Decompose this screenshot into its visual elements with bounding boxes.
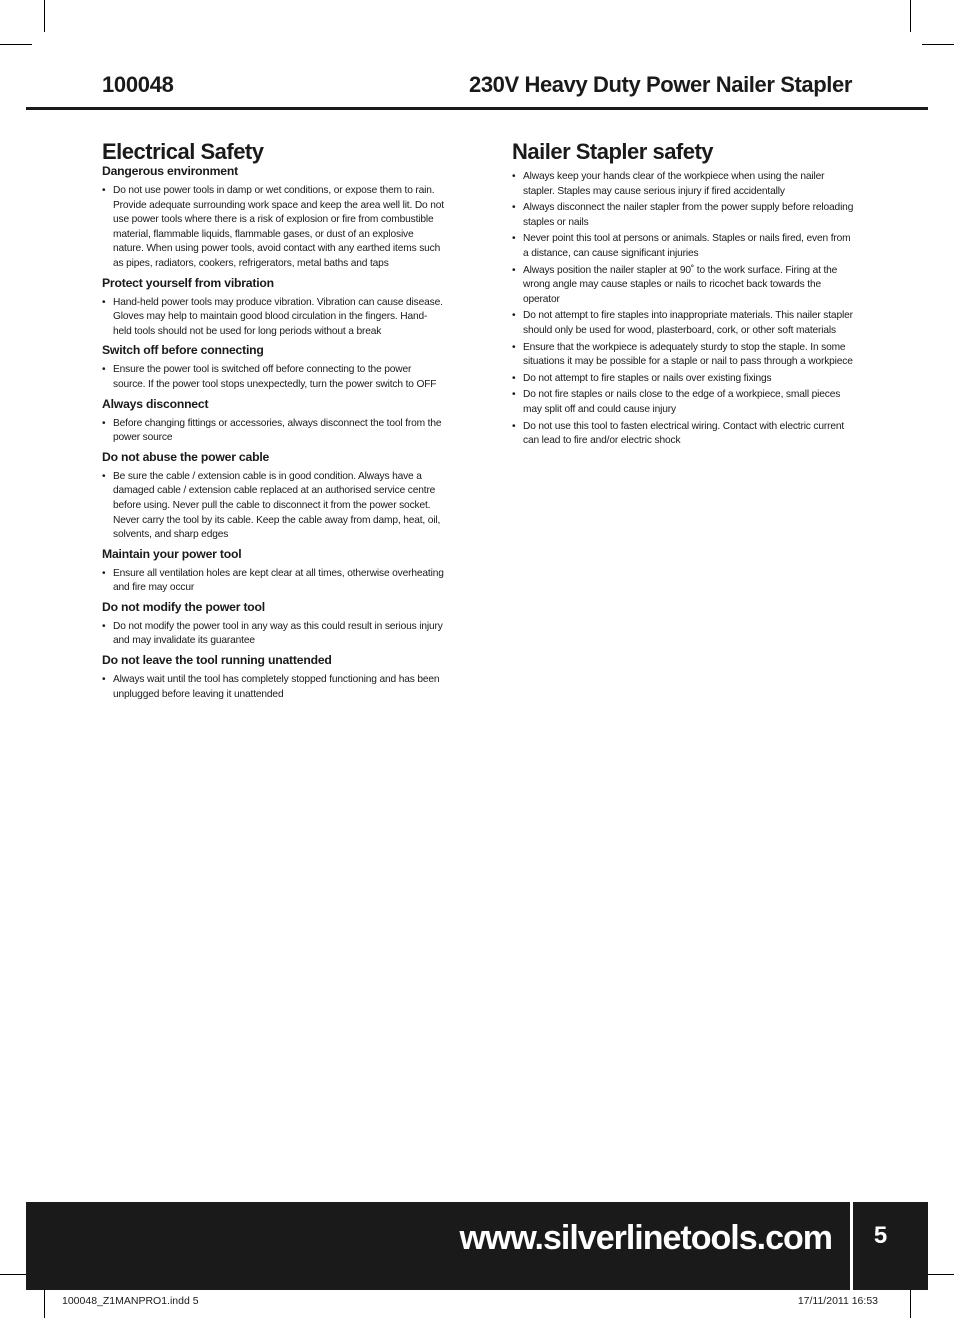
bullet-item: • Do not attempt to fire staples into inappropriate materials. This nailer stapler should only be used for wood, plasterboard, cork, or other soft materials bbox=[512, 309, 854, 338]
bullet-item: • Do not attempt to fire staples or nails over existing fixings bbox=[512, 372, 854, 387]
bullet-item: • Always disconnect the nailer stapler from the power supply before reloading staples or nails bbox=[512, 201, 854, 230]
bullet-list bbox=[102, 673, 444, 702]
file-slug: 100048_Z1MANPRO1.indd 5 bbox=[62, 1295, 199, 1307]
bullet-list bbox=[102, 470, 444, 543]
bullet-item: • Before changing fittings or accessories, always disconnect the tool from the power source bbox=[102, 417, 444, 446]
crop-mark bbox=[922, 44, 954, 45]
subsection-heading: Maintain your power tool bbox=[102, 546, 242, 561]
nailer-stapler-safety-section bbox=[512, 140, 854, 453]
bullet-item: • Do not modify the power tool in any way as this could result in serious injury and may invalidate its guarantee bbox=[102, 620, 444, 649]
section-title: Electrical Safety bbox=[102, 139, 264, 164]
subsection-heading: Do not abuse the power cable bbox=[102, 449, 270, 464]
bullet-list bbox=[102, 296, 444, 340]
bullet-item: • Always wait until the tool has completely stopped functioning and has been unplugged before leaving it unattended bbox=[102, 673, 444, 702]
bullet-list bbox=[102, 620, 444, 649]
electrical-safety-groups bbox=[102, 164, 444, 702]
crop-mark bbox=[910, 0, 911, 32]
bullet-item: • Hand-held power tools may produce vibration. Vibration can cause disease. Gloves may help to maintain good blood circulation in the fingers. Hand-held tools should not be used for long periods without a break bbox=[102, 296, 444, 340]
electrical-safety-section bbox=[102, 140, 444, 706]
nailer-safety-list bbox=[512, 170, 854, 449]
subsection-heading: Protect yourself from vibration bbox=[102, 275, 274, 290]
date-slug: 17/11/2011 16:53 bbox=[797, 1295, 878, 1307]
bullet-item: • Ensure the power tool is switched off before connecting to the power source. If the power tool stops unexpectedly, turn the power switch to OFF bbox=[102, 363, 444, 392]
product-code: 100048 bbox=[102, 72, 174, 97]
website-link[interactable]: www.silverlinetools.com bbox=[459, 1219, 832, 1257]
header-divider bbox=[26, 107, 928, 110]
subsection-heading: Do not leave the tool running unattended bbox=[102, 653, 332, 668]
bullet-item: • Ensure all ventilation holes are kept clear at all times, otherwise overheating and fire may occur bbox=[102, 567, 444, 596]
bullet-item: • Ensure that the workpiece is adequately sturdy to stop the staple. In some situations it may be possible for a staple or nail to pass through a workpiece bbox=[512, 341, 854, 370]
page-title: 230V Heavy Duty Power Nailer Stapler bbox=[468, 72, 852, 97]
bullet-item: • Be sure the cable / extension cable is in good condition. Always have a damaged cable / extension cable replaced at an authorised service centre before using. Never pull the cable to disconnect it from the power socket. Never carry the tool by its cable. Keep the cable away from damp, heat, oil, solvents, and sharp edges bbox=[102, 470, 444, 543]
bullet-list bbox=[102, 363, 444, 392]
crop-mark bbox=[44, 1286, 45, 1318]
bullet-item: • Always keep your hands clear of the workpiece when using the nailer stapler. Staples may cause serious injury if fired accidentally bbox=[512, 170, 854, 199]
subsection-heading: Dangerous environment bbox=[102, 164, 238, 178]
bullet-item: • Do not use power tools in damp or wet conditions, or expose them to rain. Provide adequate surrounding work space and keep the area well lit. Do not use power tools where there is a risk of explosion or fire from combustible material, flammable liquids, flammable gases, or dust of an explosive nature. When using power tools, avoid contact with any earthed items such as pipes, radiators, cookers, refrigerators, metal baths and taps bbox=[102, 184, 444, 272]
page-number: 5 bbox=[873, 1222, 888, 1249]
bullet-list bbox=[102, 567, 444, 596]
bullet-list bbox=[102, 184, 444, 272]
subsection-heading: Always disconnect bbox=[102, 396, 209, 411]
crop-mark bbox=[0, 44, 32, 45]
subsection-heading: Switch off before connecting bbox=[102, 343, 264, 358]
bullet-list bbox=[102, 417, 444, 446]
crop-mark bbox=[910, 1286, 911, 1318]
bullet-item: • Do not fire staples or nails close to the edge of a workpiece, small pieces may split off and could cause injury bbox=[512, 388, 854, 417]
section-title: Nailer Stapler safety bbox=[512, 139, 714, 164]
bullet-item: • Do not use this tool to fasten electrical wiring. Contact with electric current can lead to fire and/or electric shock bbox=[512, 420, 854, 449]
bullet-item: • Always position the nailer stapler at 90˚ to the work surface. Firing at the wrong angle may cause staples or nails to ricochet back towards the operator bbox=[512, 264, 854, 308]
bullet-item: • Never point this tool at persons or animals. Staples or nails fired, even from a distance, can cause significant injuries bbox=[512, 232, 854, 261]
subsection-heading: Do not modify the power tool bbox=[102, 599, 265, 614]
crop-mark bbox=[44, 0, 45, 32]
